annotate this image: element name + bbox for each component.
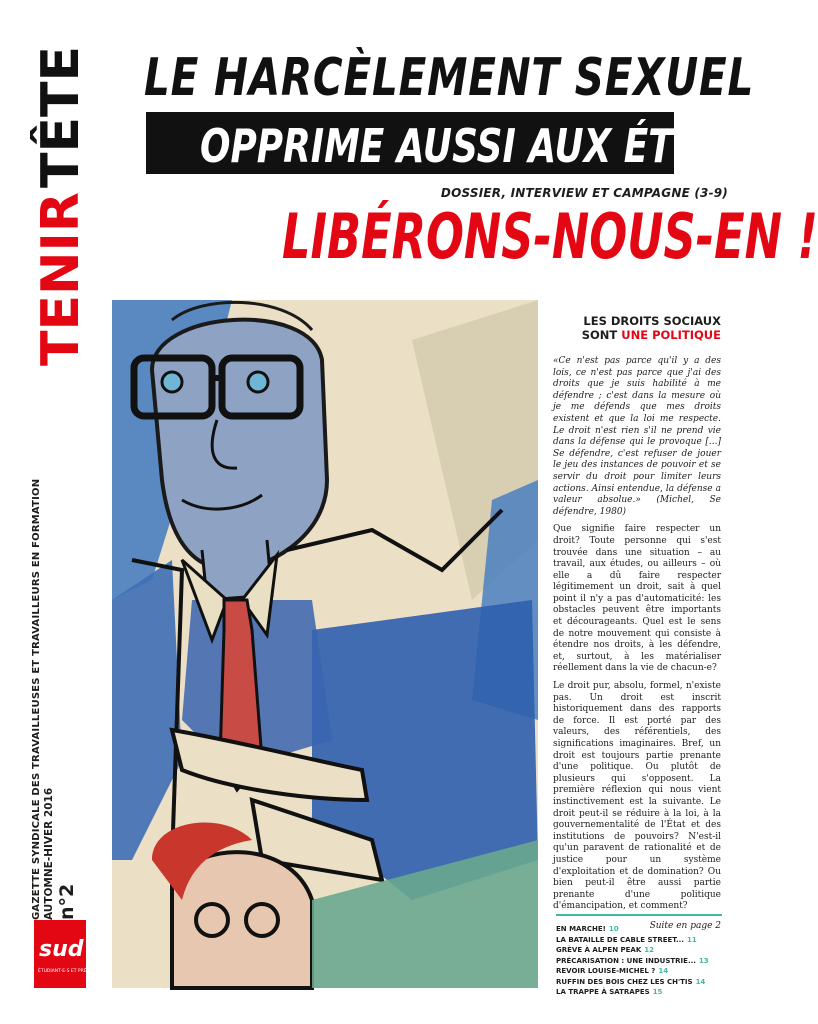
masthead-svg — [28, 26, 91, 366]
article-paragraph-2: Le droit pur, absolu, formel, n'existe pas. Un droit est inscrit historiquement dans des rapports de force. Il est porté par des valeurs, des référentiels, des significations imaginaires. Bref, un droit est toujours partie prenante d'une politique. Ou plutôt de plusieurs qui s'opposent. La première réflexion qui nous vient instinctivement est la suivante. Le droit peut-il se réduire à la loi, à la gouvernementalité de l'État et des institutions de pouvoirs? N'est-il qu'un paravent de rationalité et de justice pour un système d'exploitation et de domination? Ou bien peut-il être aussi partie prenante d'une politique d'émancipation, et comment? — [553, 681, 721, 912]
masthead-title — [28, 26, 91, 366]
toc-item[interactable]: REVOIR LOUISE-MICHEL ? 14 — [556, 967, 669, 975]
sud-logo-text: sud — [39, 937, 84, 962]
illustration-art — [112, 300, 538, 988]
sud-logo-sub: ÉTUDIANT·E·S ET PRÉCAIRES — [38, 969, 103, 974]
gazette-line: GAZETTE SYNDICALE DES TRAVAILLEUSES ET TRAVAILLEURS EN FORMATION — [31, 478, 42, 920]
toc-item[interactable]: EN MARCHE! 10 — [556, 925, 619, 933]
cover-illustration — [112, 300, 538, 988]
masthead-title-part1: TENIR — [31, 192, 91, 366]
headline — [120, 40, 783, 180]
toc-item[interactable]: LA TRAPPE À SATRAPES 15 — [556, 988, 663, 996]
sud-logo — [34, 920, 103, 988]
table-of-contents — [556, 914, 722, 998]
article-column — [553, 314, 721, 931]
article-paragraph-1: Que signifie faire respecter un droit? Toute personne qui s'est trouvée dans une situation – au travail, aux études, ou ailleurs – où elle a dû faire respecter légitimement un droit, sait à quel point il n'y a pas d'automaticité: les obstacles peuvent être importants et décourageants. Quel est le sens de notre mouvement qui consiste à étendre nos droits, à les défendre, et, surtout, à les matérialiser réellement dans la vie de chacun-e? — [553, 524, 721, 674]
article-title-red: UNE POLITIQUE — [621, 328, 721, 342]
article-title-sont: SONT — [581, 328, 618, 342]
masthead-title-part2: TÊTE — [31, 46, 91, 188]
toc-item[interactable]: RUFFIN DES BOIS CHEZ LES CH'TIS 14 — [556, 977, 706, 986]
continued-link[interactable]: Suite en page 2 — [649, 920, 721, 931]
toc-item[interactable]: LA BATAILLE DE CABLE STREET... 11 — [556, 935, 697, 944]
headline-kicker: DOSSIER, INTERVIEW ET CAMPAGNE (3-9) — [440, 186, 728, 200]
toc-item[interactable]: PRÉCARISATION : UNE INDUSTRIE... 13 — [556, 956, 709, 965]
issue-number: n°2 — [56, 883, 78, 920]
article-title-line1: LES DROITS SOCIAUX — [583, 314, 721, 328]
headline-line2: OPPRIME AUSSI AUX ÉTUDES — [200, 119, 783, 173]
gazette-info — [30, 478, 88, 920]
toc-item[interactable]: GRÈVE À ALPEN PEAK 12 — [556, 946, 654, 954]
article-title-line2 — [553, 328, 721, 342]
article-quote: «Ce n'est pas parce qu'il y a des lois, ce n'est pas parce que j'ai des droits que je suis habilité à me défendre ; c'est dans la mesure où je me défends que mes droits existent et que la loi me respecte. Le droit n'est rien s'il ne prend vie dans la défense qui le provoque [...] Se défendre, c'est refuser de jouer le jeu des instances de pouvoir et se servir du droit pour limiter leurs actions. Ainsi entendue, la défense a valeur absolue.» (Michel, Se défendre, 1980) — [553, 356, 721, 517]
headline-call: LIBÉRONS-NOUS-EN ! — [282, 200, 818, 273]
season: AUTOMNE-HIVER 2016 — [43, 787, 55, 920]
headline-line1: LE HARCÈLEMENT SEXUEL — [144, 48, 755, 108]
article-title — [553, 314, 721, 342]
